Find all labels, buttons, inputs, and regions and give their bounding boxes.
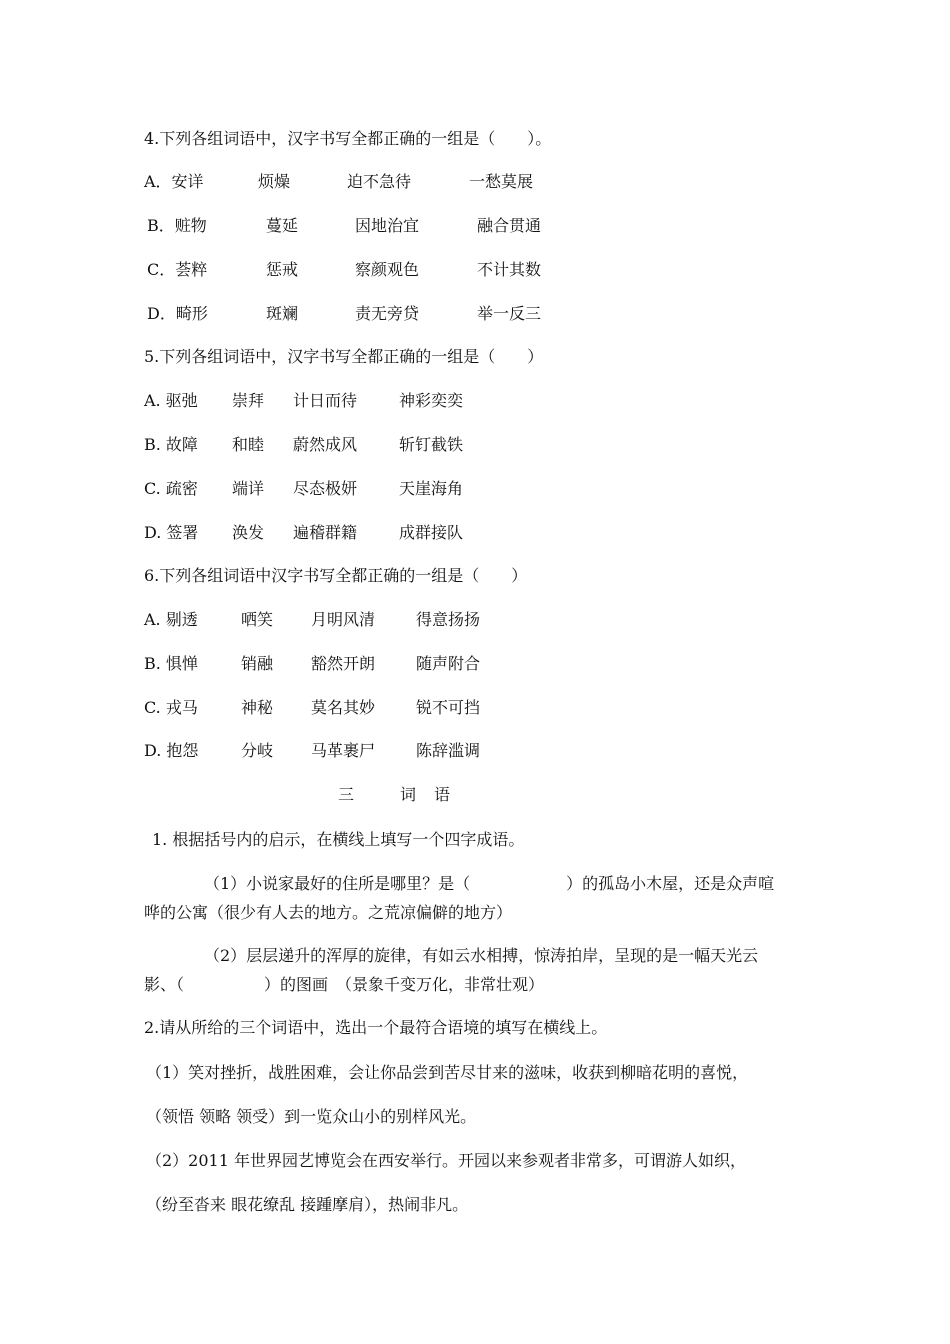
q5-option-b-label: B. 故障 — [144, 435, 198, 454]
section3-q2-1-line2: （领悟 领略 领受）到一览众山小的别样风光。 — [146, 1107, 477, 1126]
q5-option-c-label: C. 疏密 — [144, 479, 198, 498]
q6-option-c-word: 锐不可挡 — [416, 698, 481, 717]
q6-option-a-label: A. 剔透 — [144, 610, 198, 629]
q5-option-a-word: 计日而待 — [293, 391, 358, 410]
q4-option-c-word: 惩戒 — [266, 260, 299, 279]
q4-option-a-label: A．安详 — [144, 172, 204, 191]
q4-option-c-word: 不计其数 — [477, 260, 542, 279]
q5-option-d-word: 涣发 — [232, 523, 265, 542]
q4-option-b-label: B．赃物 — [147, 216, 207, 235]
section3-q1-1-line1: （1）小说家最好的住所是哪里？是（ ）的孤岛小木屋，还是众声喧 — [204, 874, 775, 893]
q5-option-b-word: 斩钉截铁 — [399, 435, 464, 454]
q6-option-d-word: 分岐 — [241, 741, 274, 760]
section3-q1-2-line1: （2）层层递升的浑厚的旋律，有如云水相搏，惊涛拍岸，呈现的是一幅天光云 — [204, 946, 759, 965]
q4-option-a-word: 一愁莫展 — [469, 172, 534, 191]
q4-option-c-word: 察颜观色 — [355, 260, 420, 279]
q4-option-a-word: 烦燥 — [258, 172, 291, 191]
q6-option-b-label: B. 惧惮 — [144, 654, 198, 673]
q6-option-a-word: 得意扬扬 — [416, 610, 481, 629]
q4-option-a-word: 迫不急待 — [347, 172, 412, 191]
q4-option-d-label: D．畸形 — [147, 304, 208, 323]
section-heading-char: 语 — [434, 785, 451, 804]
q6-option-c-label: C. 戎马 — [144, 698, 198, 717]
question-6-stem: 6.下列各组词语中汉字书写全都正确的一组是（ ） — [144, 566, 528, 585]
section-heading-char: 三 — [338, 785, 355, 804]
question-5-stem: 5.下列各组词语中，汉字书写全都正确的一组是（ ） — [144, 347, 544, 366]
q6-option-d-word: 马革裹尸 — [311, 741, 376, 760]
q5-option-a-word: 崇拜 — [232, 391, 265, 410]
q5-option-d-word: 成群接队 — [399, 523, 464, 542]
q4-option-d-word: 举一反三 — [477, 304, 542, 323]
q4-option-b-word: 融合贯通 — [477, 216, 542, 235]
q5-option-a-label: A. 驱弛 — [144, 391, 198, 410]
section3-q1-2-line2: 影、（ ）的图画 （景象千变万化，非常壮观） — [144, 975, 545, 994]
q4-option-d-word: 责无旁贷 — [355, 304, 420, 323]
q5-option-d-label: D. 签署 — [144, 523, 199, 542]
section3-q1-1-line2: 哗的公寓（很少有人去的地方。之荒凉偏僻的地方） — [144, 903, 513, 922]
q6-option-d-word: 陈辞滥调 — [416, 741, 481, 760]
q6-option-c-word: 莫名其妙 — [311, 698, 376, 717]
section3-q2-1-line1: （1）笑对挫折，战胜困难，会让你品尝到苦尽甘来的滋味，收获到柳暗花明的喜悦， — [146, 1063, 749, 1082]
q6-option-d-label: D. 抱怨 — [144, 741, 199, 760]
q5-option-c-word: 天崖海角 — [399, 479, 464, 498]
q4-option-d-word: 斑斓 — [266, 304, 299, 323]
q6-option-b-word: 豁然开朗 — [311, 654, 376, 673]
section3-q2-stem: 2.请从所给的三个词语中，选出一个最符合语境的填写在横线上。 — [144, 1018, 608, 1037]
q5-option-c-word: 尽态极妍 — [293, 479, 358, 498]
q5-option-d-word: 遍稽群籍 — [293, 523, 358, 542]
q6-option-b-word: 随声附合 — [416, 654, 481, 673]
q5-option-c-word: 端详 — [232, 479, 265, 498]
q4-option-b-word: 因地治宜 — [355, 216, 420, 235]
q5-option-b-word: 蔚然成风 — [293, 435, 358, 454]
section-heading-char: 词 — [400, 785, 417, 804]
section3-q2-2-line2: （纷至沓来 眼花缭乱 接踵摩肩），热闹非凡。 — [146, 1195, 469, 1214]
question-4-stem: 4.下列各组词语中，汉字书写全都正确的一组是（ ）。 — [144, 129, 552, 148]
section3-q2-2-line1: （2）2011 年世界园艺博览会在西安举行。开园以来参观者非常多，可谓游人如织， — [146, 1151, 746, 1170]
q5-option-b-word: 和睦 — [232, 435, 265, 454]
q6-option-c-word: 神秘 — [241, 698, 274, 717]
q4-option-c-label: C．荟粹 — [147, 260, 208, 279]
q6-option-b-word: 销融 — [241, 654, 274, 673]
q6-option-a-word: 哂笑 — [241, 610, 274, 629]
section3-q1-stem: 1. 根据括号内的启示，在横线上填写一个四字成语。 — [152, 830, 525, 849]
q4-option-b-word: 蔓延 — [266, 216, 299, 235]
q5-option-a-word: 神彩奕奕 — [399, 391, 464, 410]
q6-option-a-word: 月明风清 — [311, 610, 376, 629]
